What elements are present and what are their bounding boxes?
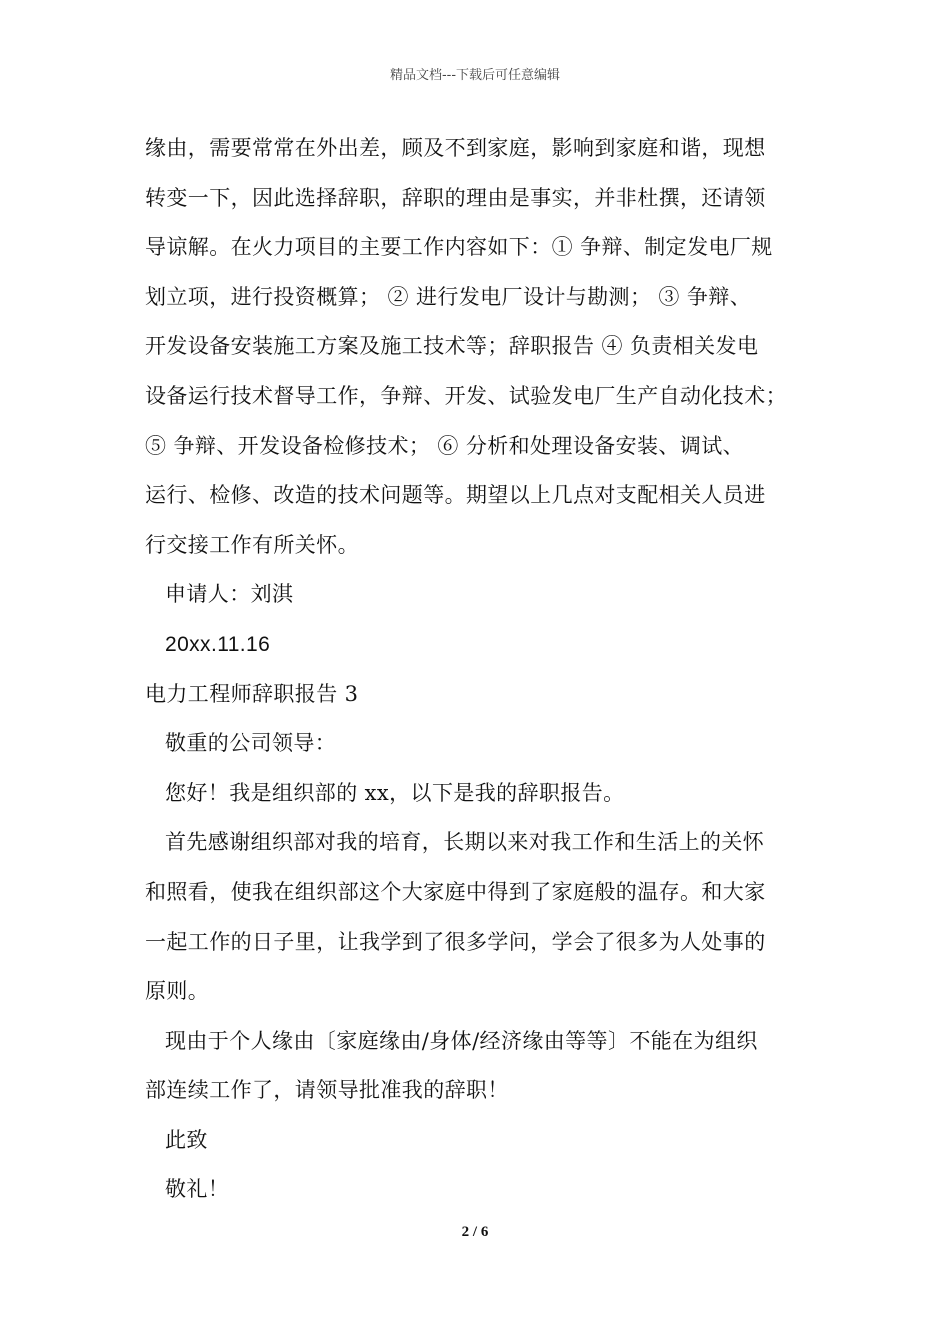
paragraph-line: 现由于个人缘由〔家庭缘由/身体/经济缘由等等〕不能在为组织 (165, 1028, 758, 1053)
closing-line: 此致 (165, 1127, 208, 1152)
date-line: 20xx.11.16 (165, 632, 271, 656)
applicant-line: 申请人：刘淇 (165, 582, 294, 607)
greeting-line: 您好！我是组织部的 xx，以下是我的辞职报告。 (165, 780, 625, 805)
paragraph-line: 原则。 (145, 979, 210, 1004)
paragraph-line: 转变一下，因此选择辞职，辞职的理由是事实，并非杜撰，还请领 (145, 185, 766, 210)
section-title: 电力工程师辞职报告 3 (145, 681, 359, 706)
paragraph-line: 一起工作的日子里，让我学到了很多学问，学会了很多为人处事的 (145, 929, 766, 954)
paragraph-line: 和照看，使我在组织部这个大家庭中得到了家庭般的温存。和大家 (145, 879, 766, 904)
paragraph-line: 运行、检修、改造的技术问题等。期望以上几点对支配相关人员进 (145, 483, 766, 508)
paragraph-line: 导谅解。在火力项目的主要工作内容如下：① 争辩、制定发电厂规 (145, 235, 773, 260)
paragraph-line: 行交接工作有所关怀。 (145, 532, 359, 557)
page-header: 精品文档---下载后可任意编辑 (389, 68, 561, 83)
paragraph-line: 开发设备安装施工方案及施工技术等；辞职报告 ④ 负责相关发电 (145, 334, 759, 359)
paragraph-line: 设备运行技术督导工作，争辩、开发、试验发电厂生产自动化技术； (145, 383, 787, 408)
closing-line: 敬礼！ (165, 1177, 230, 1202)
paragraph-line: 部连续工作了，请领导批准我的辞职！ (145, 1078, 509, 1103)
paragraph-line: 缘由，需要常常在外出差，顾及不到家庭，影响到家庭和谐，现想 (145, 136, 766, 160)
salutation: 敬重的公司领导： (165, 731, 337, 756)
paragraph-line: 首先感谢组织部对我的培育，长期以来对我工作和生活上的关怀 (165, 830, 765, 855)
paragraph-line: 划立项，进行投资概算； ② 进行发电厂设计与勘测； ③ 争辩、 (145, 284, 752, 309)
document-body (145, 124, 817, 1215)
page-number: 2 / 6 (461, 1224, 489, 1240)
paragraph-line: ⑤ 争辩、开发设备检修技术； ⑥ 分析和处理设备安装、调试、 (145, 433, 745, 458)
